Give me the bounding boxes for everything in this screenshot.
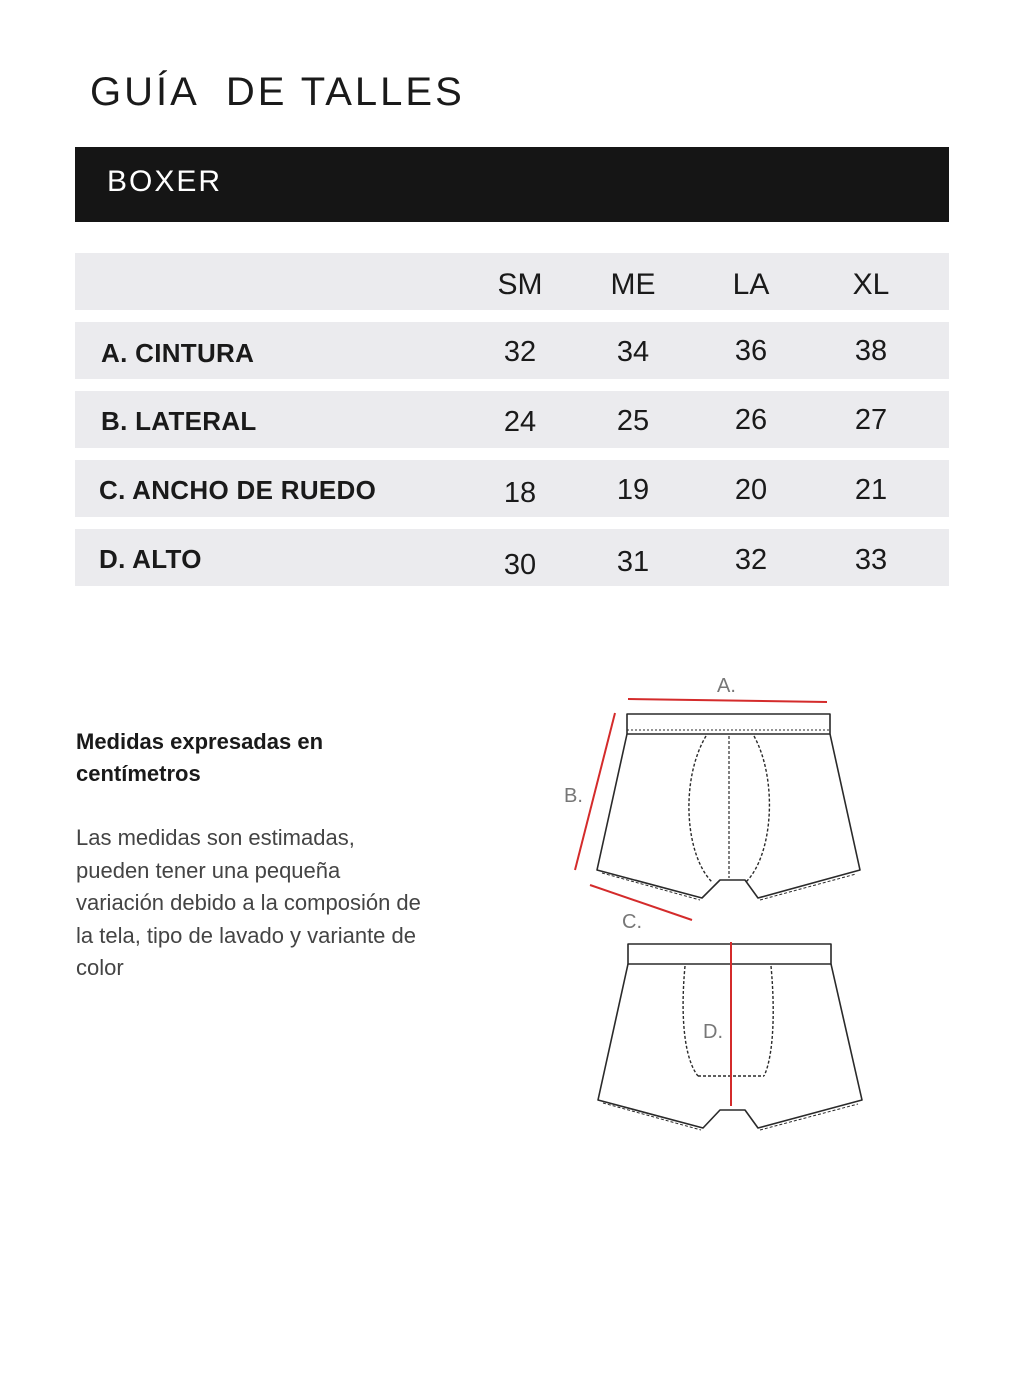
row-label: D. ALTO <box>99 544 202 574</box>
table-cell: 36 <box>734 335 768 367</box>
label-a: A. <box>717 675 736 697</box>
label-d: D. <box>703 1021 723 1043</box>
table-row <box>75 322 949 379</box>
boxer-measurement-diagram <box>540 660 880 1150</box>
row-label: A. CINTURA <box>101 338 255 368</box>
size-header-xl: XL <box>852 268 890 301</box>
table-cell: 31 <box>616 546 650 578</box>
table-cell: 32 <box>503 336 537 368</box>
table-row <box>75 529 949 586</box>
table-row <box>75 460 949 517</box>
row-label: B. LATERAL <box>101 406 257 436</box>
section-banner <box>75 147 949 222</box>
size-header-me: ME <box>610 268 656 301</box>
waistband-outline <box>627 714 830 734</box>
note-body: Las medidas son estimadas, pueden tener una pequeña variación debido a la composión de la tela, tipo de lavado y variante de color <box>76 825 421 980</box>
table-cell: 32 <box>734 544 768 576</box>
size-header-row <box>75 253 949 310</box>
table-cell: 18 <box>503 477 537 509</box>
table-cell: 38 <box>854 335 888 367</box>
table-cell: 25 <box>616 405 650 437</box>
table-cell: 34 <box>616 336 650 368</box>
label-b: B. <box>564 785 583 807</box>
size-header-sm: SM <box>497 268 543 301</box>
table-cell: 33 <box>854 544 888 576</box>
table-cell: 27 <box>854 404 888 436</box>
table-cell: 21 <box>854 474 888 506</box>
size-header-la: LA <box>732 268 770 301</box>
measure-line-a <box>628 699 827 702</box>
waistband-outline <box>628 944 831 964</box>
note-title: Medidas expresadas en centímetros <box>76 729 324 786</box>
table-cell: 19 <box>616 474 650 506</box>
page-title: GUÍA DE TALLES <box>90 70 465 114</box>
table-cell: 30 <box>503 549 537 581</box>
label-c: C. <box>622 911 642 933</box>
row-label: C. ANCHO DE RUEDO <box>99 475 377 505</box>
section-title: BOXER <box>107 165 223 198</box>
table-cell: 20 <box>734 474 768 506</box>
table-cell: 26 <box>734 404 768 436</box>
table-cell: 24 <box>503 406 537 438</box>
table-row <box>75 391 949 448</box>
